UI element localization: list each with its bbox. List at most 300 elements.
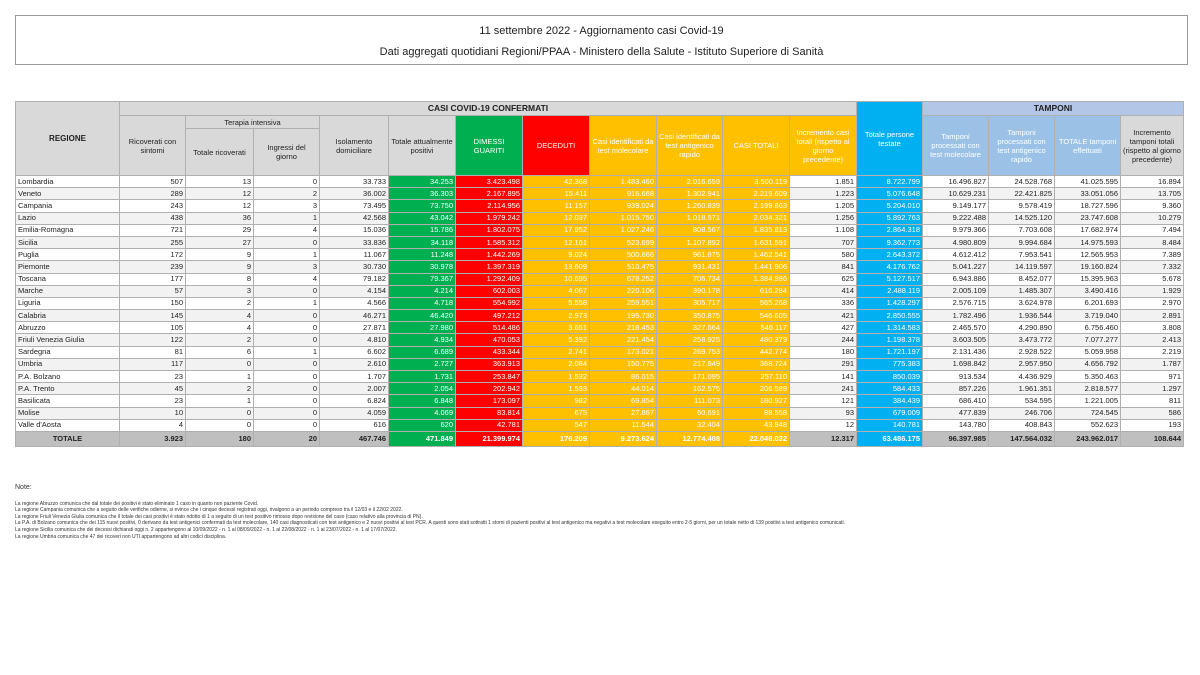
data-cell: 1.802.075 [456,224,523,236]
data-cell: 350.875 [657,310,723,322]
header-group-ti: Terapia intensiva [186,116,320,129]
data-cell: 1.721.197 [857,346,923,358]
total-cell: 471.849 [389,431,456,446]
data-cell: 15.395.963 [1055,273,1121,285]
data-cell: 1.108 [790,224,857,236]
data-cell: 32.404 [657,419,723,431]
data-cell: 145 [120,310,186,322]
data-cell: 2.488.119 [857,285,923,297]
region-name-cell: Veneto [16,188,120,200]
data-cell: 3.500.119 [723,176,790,188]
data-cell: 1.787 [1121,358,1184,370]
data-cell: 775.383 [857,358,923,370]
data-cell: 239 [120,261,186,273]
data-cell: 9.360 [1121,200,1184,212]
data-cell: 81 [120,346,186,358]
data-cell: 2.970 [1121,297,1184,309]
table-row [16,273,1184,285]
data-cell: 0 [254,322,320,334]
data-cell: 5.558 [523,297,590,309]
data-cell: 36 [186,212,254,224]
data-cell: 6.602 [320,346,389,358]
table-row [16,285,1184,297]
data-cell: 1.979.242 [456,212,523,224]
data-cell: 86.015 [590,371,657,383]
total-cell: 20 [254,431,320,446]
data-cell: 497.212 [456,310,523,322]
data-cell: 202.942 [456,383,523,395]
data-cell: 11.248 [389,249,456,261]
data-cell: 1.485.307 [989,285,1055,297]
data-cell: 679.009 [857,407,923,419]
data-cell: 36.002 [320,188,389,200]
data-cell: 2 [254,188,320,200]
data-cell: 675 [523,407,590,419]
data-cell: 602.003 [456,285,523,297]
data-cell: 143.780 [923,419,989,431]
data-cell: 11.067 [320,249,389,261]
data-cell: 121 [790,395,857,407]
table-row [16,358,1184,370]
region-name-cell: Emilia-Romagna [16,224,120,236]
data-cell: 105 [120,322,186,334]
data-cell: 14.525.120 [989,212,1055,224]
total-cell: 243.962.017 [1055,431,1121,446]
data-cell: 7.703.608 [989,224,1055,236]
data-cell: 1.593 [523,383,590,395]
data-cell: 9 [186,249,254,261]
data-cell: 0 [186,407,254,419]
data-cell: 2.741 [523,346,590,358]
data-cell: 27.867 [590,407,657,419]
data-cell: 69.854 [590,395,657,407]
data-cell: 3.603.505 [923,334,989,346]
header-casi-totali: CASI TOTALI [723,116,790,176]
data-cell: 9.362.773 [857,236,923,248]
total-cell: 63.486.175 [857,431,923,446]
data-cell: 13.705 [1121,188,1184,200]
data-cell: 625 [790,273,857,285]
note-line: La regione Campania comunica che a seguito delle verifiche odierne, si evince che i cinque decessi registrati oggi, rivalgono a un periodo compreso tra il 12/03 e il 22/02 2022. [15,507,403,514]
data-cell: 811 [1121,395,1184,407]
data-cell: 4.612.412 [923,249,989,261]
table-row [16,407,1184,419]
header-tamponi-molecolare: Tamponi processati con test molecolare [923,116,989,176]
data-cell: 220.106 [590,285,657,297]
data-cell: 1 [186,395,254,407]
data-cell: 193 [1121,419,1184,431]
data-cell: 1.631.591 [723,236,790,248]
data-cell: 4.934 [389,334,456,346]
data-cell: 3.490.416 [1055,285,1121,297]
data-cell: 1 [186,371,254,383]
data-cell: 79.367 [389,273,456,285]
data-cell: 5.059.958 [1055,346,1121,358]
data-cell: 1.698.842 [923,358,989,370]
data-cell: 2.850.555 [857,310,923,322]
data-cell: 514.486 [456,322,523,334]
data-cell: 3 [186,285,254,297]
data-cell: 4 [186,310,254,322]
data-cell: 241 [790,383,857,395]
data-cell: 1.221.005 [1055,395,1121,407]
data-cell: 42.568 [320,212,389,224]
data-cell: 10 [120,407,186,419]
data-cell: 724.545 [1055,407,1121,419]
data-cell: 1.292.409 [456,273,523,285]
header-incremento-casi: Incremento casi totali (rispetto al giorno precedente) [790,116,857,176]
data-cell: 44.014 [590,383,657,395]
covid-data-table [15,101,1184,447]
data-cell: 83.814 [456,407,523,419]
region-name-cell: Sicilia [16,236,120,248]
data-cell: 4 [186,322,254,334]
header-deceduti: DECEDUTI [523,116,590,176]
data-cell: 9.222.488 [923,212,989,224]
data-cell: 3.651 [523,322,590,334]
data-cell: 7.494 [1121,224,1184,236]
data-cell: 0 [186,358,254,370]
data-cell: 1.961.351 [989,383,1055,395]
data-cell: 1.384.986 [723,273,790,285]
data-cell: 177 [120,273,186,285]
data-cell: 0 [254,310,320,322]
data-cell: 41.025.595 [1055,176,1121,188]
data-cell: 707 [790,236,857,248]
data-cell: 34.118 [389,236,456,248]
data-cell: 42.368 [523,176,590,188]
data-cell: 2.818.577 [1055,383,1121,395]
data-cell: 510.475 [590,261,657,273]
header-group-casi: CASI COVID-19 CONFERMATI [120,102,857,116]
region-name-cell: Puglia [16,249,120,261]
data-cell: 0 [254,383,320,395]
data-cell: 470.053 [456,334,523,346]
data-cell: 79.182 [320,273,389,285]
data-cell: 22.421.825 [989,188,1055,200]
data-cell: 552.623 [1055,419,1121,431]
data-cell: 6.689 [389,346,456,358]
data-cell: 60.691 [657,407,723,419]
data-cell: 42.781 [456,419,523,431]
data-cell: 1 [254,249,320,261]
data-cell: 1.462.541 [723,249,790,261]
data-cell: 10.279 [1121,212,1184,224]
data-cell: 2.007 [320,383,389,395]
data-cell: 2.465.570 [923,322,989,334]
data-cell: 2.610 [320,358,389,370]
data-cell: 2.054 [389,383,456,395]
table-row [16,200,1184,212]
data-cell: 259.551 [590,297,657,309]
data-cell: 427 [790,322,857,334]
data-cell: 477.839 [923,407,989,419]
table-row [16,346,1184,358]
data-cell: 4.980.809 [923,236,989,248]
data-cell: 3 [254,261,320,273]
data-cell: 11.544 [590,419,657,431]
data-cell: 8 [186,273,254,285]
data-cell: 12.161 [523,236,590,248]
table-row [16,224,1184,236]
report-title: 11 settembre 2022 - Aggiornamento casi Covid-19 [479,25,724,37]
data-cell: 117 [120,358,186,370]
region-name-cell: Valle d'Aosta [16,419,120,431]
data-cell: 27.871 [320,322,389,334]
data-cell: 15.786 [389,224,456,236]
data-cell: 206.589 [723,383,790,395]
data-cell: 7.077.277 [1055,334,1121,346]
total-cell: 147.564.032 [989,431,1055,446]
region-name-cell: Campania [16,200,120,212]
data-cell: 0 [254,407,320,419]
data-cell: 2 [186,383,254,395]
region-name-cell: Calabria [16,310,120,322]
data-cell: 2.114.956 [456,200,523,212]
data-cell: 9.578.419 [989,200,1055,212]
data-cell: 1.027.246 [590,224,657,236]
data-cell: 34.253 [389,176,456,188]
data-cell: 913.534 [923,371,989,383]
data-cell: 15.036 [320,224,389,236]
data-cell: 421 [790,310,857,322]
data-cell: 584.433 [857,383,923,395]
data-cell: 1.018.571 [657,212,723,224]
header-tamponi-antigenico: Tamponi processati con test antigenico rapido [989,116,1055,176]
table-row [16,261,1184,273]
data-cell: 580 [790,249,857,261]
data-cell: 10.695 [523,273,590,285]
data-cell: 0 [254,371,320,383]
data-cell: 554.992 [456,297,523,309]
region-name-cell: Sardegna [16,346,120,358]
data-cell: 1 [254,346,320,358]
data-cell: 1.929 [1121,285,1184,297]
data-cell: 4.214 [389,285,456,297]
data-cell: 195.730 [590,310,657,322]
data-cell: 23 [120,395,186,407]
data-cell: 246.706 [989,407,1055,419]
table-row [16,176,1184,188]
data-cell: 23.747.608 [1055,212,1121,224]
data-cell: 27.980 [389,322,456,334]
data-cell: 2.005.109 [923,285,989,297]
data-cell: 808.567 [657,224,723,236]
data-cell: 140.781 [857,419,923,431]
report-title-box [15,15,1188,65]
data-cell: 565.268 [723,297,790,309]
data-cell: 30.978 [389,261,456,273]
total-cell: 467.746 [320,431,389,446]
region-name-cell: P.A. Trento [16,383,120,395]
data-cell: 2.957.950 [989,358,1055,370]
data-cell: 43.948 [723,419,790,431]
data-cell: 4.656.792 [1055,358,1121,370]
data-cell: 4.059 [320,407,389,419]
data-cell: 17.952 [523,224,590,236]
data-cell: 1.260.839 [657,200,723,212]
data-cell: 1.851 [790,176,857,188]
notes-label: Note: [15,484,32,491]
data-cell: 1.936.544 [989,310,1055,322]
data-cell: 33.733 [320,176,389,188]
report-subtitle: Dati aggregati quotidiani Regioni/PPAA - Ministero della Salute - Istituto Superiore di Sanità [379,46,824,58]
data-cell: 2 [186,297,254,309]
total-cell: 21.399.974 [456,431,523,446]
region-name-cell: Liguria [16,297,120,309]
data-cell: 9.979.366 [923,224,989,236]
data-cell: 1 [254,212,320,224]
table-row [16,322,1184,334]
data-cell: 9.024 [523,249,590,261]
data-cell: 1.782.496 [923,310,989,322]
data-cell: 73.750 [389,200,456,212]
region-name-cell: Basilicata [16,395,120,407]
data-cell: 1.428.297 [857,297,923,309]
header-ti-totale: Totale ricoverati [186,129,254,176]
data-cell: 150 [120,297,186,309]
data-cell: 2 [186,334,254,346]
data-cell: 678.252 [590,273,657,285]
data-cell: 162.575 [657,383,723,395]
total-cell: 12.774.408 [657,431,723,446]
data-cell: 2.864.318 [857,224,923,236]
data-cell: 336 [790,297,857,309]
data-cell: 4.810 [320,334,389,346]
data-cell: 1.707 [320,371,389,383]
data-cell: 0 [254,236,320,248]
table-body [16,176,1184,432]
data-cell: 172 [120,249,186,261]
data-cell: 620 [389,419,456,431]
data-cell: 217.949 [657,358,723,370]
data-cell: 0 [254,358,320,370]
data-cell: 4 [254,224,320,236]
data-cell: 2.928.522 [989,346,1055,358]
data-cell: 255 [120,236,186,248]
table-row [16,395,1184,407]
data-cell: 1.198.378 [857,334,923,346]
data-cell: 841 [790,261,857,273]
data-cell: 173.021 [590,346,657,358]
header-incremento-tamponi: Incremento tamponi totali (rispetto al giorno precedente) [1121,116,1184,176]
data-cell: 8.484 [1121,236,1184,248]
data-cell: 43.042 [389,212,456,224]
data-cell: 1.441.906 [723,261,790,273]
region-name-cell: Umbria [16,358,120,370]
data-cell: 2.891 [1121,310,1184,322]
header-group-tamponi: TAMPONI [923,102,1184,116]
data-cell: 29 [186,224,254,236]
data-cell: 46.271 [320,310,389,322]
table-row [16,334,1184,346]
data-cell: 36.303 [389,188,456,200]
header-tamponi-totale: TOTALE tamponi effettuati [1055,116,1121,176]
data-cell: 18.727.596 [1055,200,1121,212]
total-cell: 3.923 [120,431,186,446]
region-name-cell: Lombardia [16,176,120,188]
data-cell: 939.024 [590,200,657,212]
data-cell: 6.943.886 [923,273,989,285]
total-cell: 180 [186,431,254,446]
data-cell: 5.041.227 [923,261,989,273]
data-cell: 5.076.648 [857,188,923,200]
header-casi-molecolare: Casi identificati da test molecolare [590,116,657,176]
data-cell: 1.397.319 [456,261,523,273]
data-cell: 2.131.436 [923,346,989,358]
data-cell: 971 [1121,371,1184,383]
data-cell: 1.302.941 [657,188,723,200]
data-cell: 11.157 [523,200,590,212]
note-line: La P.A. di Bolzano comunica che dei 115 nuovi positivi, 0 derivano da test antigenici confermati da test molecolare, 140 casi diagnosticati con test antigenico e 2 nuovi positivi al test PCR. A questi sono stati sottratti 1 storni di pazienti positivi al test antigenico ma negativi a test molecolare eseguito entro 2-5 giorni, per un totale netto di 139 positivi a test antigenico comunicati. [15,520,846,527]
data-cell: 414 [790,285,857,297]
total-cell: 12.317 [790,431,857,446]
data-cell: 6.824 [320,395,389,407]
notes-list [15,501,1185,541]
data-cell: 173.097 [456,395,523,407]
data-cell: 7.389 [1121,249,1184,261]
data-cell: 13.609 [523,261,590,273]
data-cell: 2.727 [389,358,456,370]
data-cell: 23 [120,371,186,383]
data-cell: 12 [790,419,857,431]
data-cell: 1.731 [389,371,456,383]
data-cell: 363.913 [456,358,523,370]
data-cell: 6.201.693 [1055,297,1121,309]
header-dimessi: DIMESSI GUARITI [456,116,523,176]
data-cell: 2.643.372 [857,249,923,261]
data-cell: 4 [254,273,320,285]
data-cell: 289 [120,188,186,200]
total-cell: 22.048.032 [723,431,790,446]
data-cell: 9 [186,261,254,273]
data-cell: 45 [120,383,186,395]
region-name-cell: Abruzzo [16,322,120,334]
data-cell: 12.037 [523,212,590,224]
data-cell: 269.753 [657,346,723,358]
data-cell: 12 [186,200,254,212]
data-cell: 857.226 [923,383,989,395]
header-attualmente-positivi: Totale attualmente positivi [389,116,456,176]
table-row [16,310,1184,322]
data-cell: 0 [254,334,320,346]
data-cell: 73.495 [320,200,389,212]
data-cell: 1.015.750 [590,212,657,224]
total-cell: 9.273.624 [590,431,657,446]
data-cell: 4.290.890 [989,322,1055,334]
data-cell: 4.436.929 [989,371,1055,383]
data-cell: 19.160.824 [1055,261,1121,273]
data-cell: 2.199.863 [723,200,790,212]
data-cell: 547 [523,419,590,431]
data-cell: 327.664 [657,322,723,334]
data-cell: 384.439 [857,395,923,407]
data-cell: 8.722.799 [857,176,923,188]
data-cell: 243 [120,200,186,212]
data-cell: 2.034.321 [723,212,790,224]
data-cell: 221.454 [590,334,657,346]
data-cell: 244 [790,334,857,346]
data-cell: 258.925 [657,334,723,346]
data-cell: 4.069 [389,407,456,419]
data-cell: 5.204.010 [857,200,923,212]
data-cell: 17.682.974 [1055,224,1121,236]
header-persone-testate: Totale persone testate [857,102,923,176]
data-cell: 12 [186,188,254,200]
data-cell: 16.894 [1121,176,1184,188]
data-cell: 2.219.609 [723,188,790,200]
data-cell: 1.223 [790,188,857,200]
